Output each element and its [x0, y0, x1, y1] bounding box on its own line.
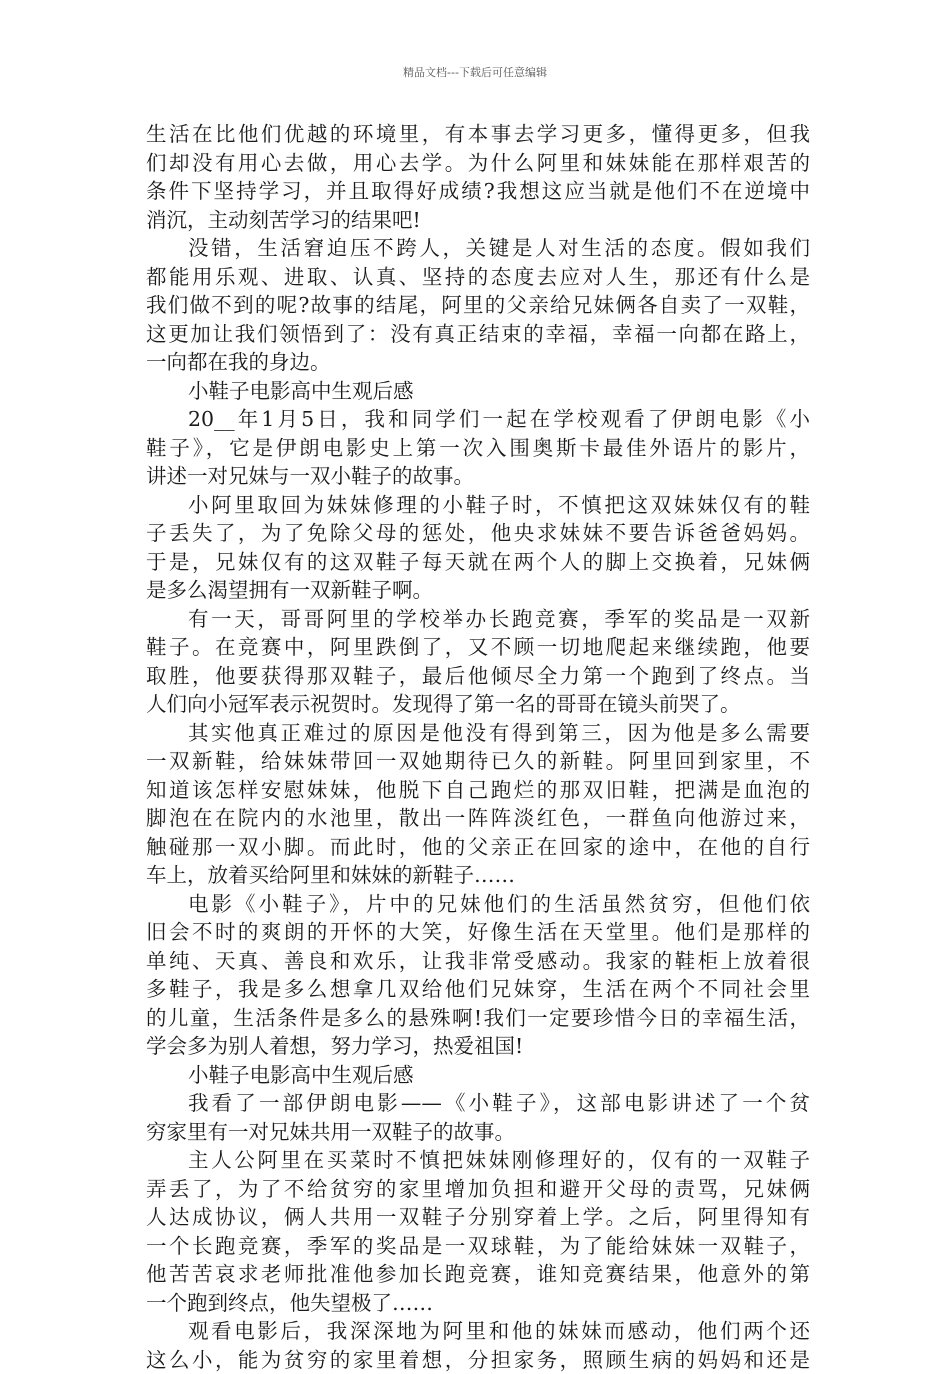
- text-line: 条件下坚持学习，并且取得好成绩?我想这应当就是他们不在逆境中: [146, 177, 810, 206]
- text-line: 生活在比他们优越的环境里，有本事去学习更多，懂得更多，但我: [146, 120, 810, 149]
- text-line: 小阿里取回为妹妹修理的小鞋子时，不慎把这双妹妹仅有的鞋: [146, 491, 810, 520]
- text-line: 学会多为别人着想，努力学习，热爱祖国!: [146, 1032, 810, 1061]
- text-line: 知道该怎样安慰妹妹，他脱下自己跑烂的那双旧鞋，把满是血泡的: [146, 776, 810, 805]
- text-line: 我们做不到的呢?故事的结尾，阿里的父亲给兄妹俩各自卖了一双鞋，: [146, 291, 810, 320]
- text-line: 于是，兄妹仅有的这双鞋子每天就在两个人的脚上交换着，兄妹俩: [146, 548, 810, 577]
- text-line: 旧会不时的爽朗的开怀的大笑，好像生活在天堂里。他们是那样的: [146, 918, 810, 947]
- document-body: [146, 120, 810, 1374]
- text-line: 主人公阿里在买菜时不慎把妹妹刚修理好的，仅有的一双鞋子: [146, 1146, 810, 1175]
- text-line: 小鞋子电影高中生观后感: [146, 1061, 810, 1090]
- text-line: 这么小，能为贫穷的家里着想，分担家务，照顾生病的妈妈和还是: [146, 1346, 810, 1374]
- text-line: 脚泡在在院内的水池里，散出一阵阵淡红色，一群鱼向他游过来，: [146, 804, 810, 833]
- text-line: 鞋子》，它是伊朗电影史上第一次入围奥斯卡最佳外语片的影片，: [146, 434, 810, 463]
- text-line: 电影《小鞋子》，片中的兄妹他们的生活虽然贫穷，但他们依: [146, 890, 810, 919]
- text-line: 他苦苦哀求老师批准他参加长跑竞赛，谁知竞赛结果，他意外的第: [146, 1260, 810, 1289]
- text-line: 弄丢了，为了不给贫穷的家里增加负担和避开父母的责骂，兄妹俩: [146, 1175, 810, 1204]
- text-line: 触碰那一双小脚。而此时，他的父亲正在回家的途中，在他的自行: [146, 833, 810, 862]
- text-line: 消沉，主动刻苦学习的结果吧!: [146, 206, 810, 235]
- page-header: 精品文档---下载后可任意编辑: [0, 64, 950, 80]
- text-line: 一向都在我的身边。: [146, 348, 810, 377]
- text-line: 人们向小冠军表示祝贺时。发现得了第一名的哥哥在镜头前哭了。: [146, 690, 810, 719]
- text-line: 这更加让我们领悟到了：没有真正结束的幸福，幸福一向都在路上，: [146, 320, 810, 349]
- text-line: 其实他真正难过的原因是他没有得到第三，因为他是多么需要: [146, 719, 810, 748]
- text-line: 讲述一对兄妹与一双小鞋子的故事。: [146, 462, 810, 491]
- text-line: 观看电影后，我深深地为阿里和他的妹妹而感动，他们两个还: [146, 1317, 810, 1346]
- text-line: 车上，放着买给阿里和妹妹的新鞋子……: [146, 861, 810, 890]
- text-line: 一个跑到终点，他失望极了……: [146, 1289, 810, 1318]
- text-line: 有一天，哥哥阿里的学校举办长跑竞赛，季军的奖品是一双新: [146, 605, 810, 634]
- text-line: 都能用乐观、进取、认真、坚持的态度去应对人生，那还有什么是: [146, 263, 810, 292]
- text-line: 小鞋子电影高中生观后感: [146, 377, 810, 406]
- text-line: 子丢失了，为了免除父母的惩处，他央求妹妹不要告诉爸爸妈妈。: [146, 519, 810, 548]
- text-line: 的儿童，生活条件是多么的悬殊啊!我们一定要珍惜今日的幸福生活，: [146, 1004, 810, 1033]
- text-line: 穷家里有一对兄妹共用一双鞋子的故事。: [146, 1118, 810, 1147]
- text-line: 是多么渴望拥有一双新鞋子啊。: [146, 576, 810, 605]
- text-line: 20__年1月5日，我和同学们一起在学校观看了伊朗电影《小: [146, 405, 810, 434]
- text-line: 多鞋子，我是多么想拿几双给他们兄妹穿，生活在两个不同社会里: [146, 975, 810, 1004]
- text-line: 们却没有用心去做，用心去学。为什么阿里和妹妹能在那样艰苦的: [146, 149, 810, 178]
- text-line: 鞋子。在竞赛中，阿里跌倒了，又不顾一切地爬起来继续跑，他要: [146, 633, 810, 662]
- text-line: 单纯、天真、善良和欢乐，让我非常受感动。我家的鞋柜上放着很: [146, 947, 810, 976]
- text-line: 我看了一部伊朗电影——《小鞋子》，这部电影讲述了一个贫: [146, 1089, 810, 1118]
- text-line: 取胜，他要获得那双鞋子，最后他倾尽全力第一个跑到了终点。当: [146, 662, 810, 691]
- text-line: 一个长跑竞赛，季军的奖品是一双球鞋，为了能给妹妹一双鞋子，: [146, 1232, 810, 1261]
- text-line: 没错，生活窘迫压不跨人，关键是人对生活的态度。假如我们: [146, 234, 810, 263]
- text-line: 人达成协议，俩人共用一双鞋子分别穿着上学。之后，阿里得知有: [146, 1203, 810, 1232]
- text-line: 一双新鞋，给妹妹带回一双她期待已久的新鞋。阿里回到家里，不: [146, 747, 810, 776]
